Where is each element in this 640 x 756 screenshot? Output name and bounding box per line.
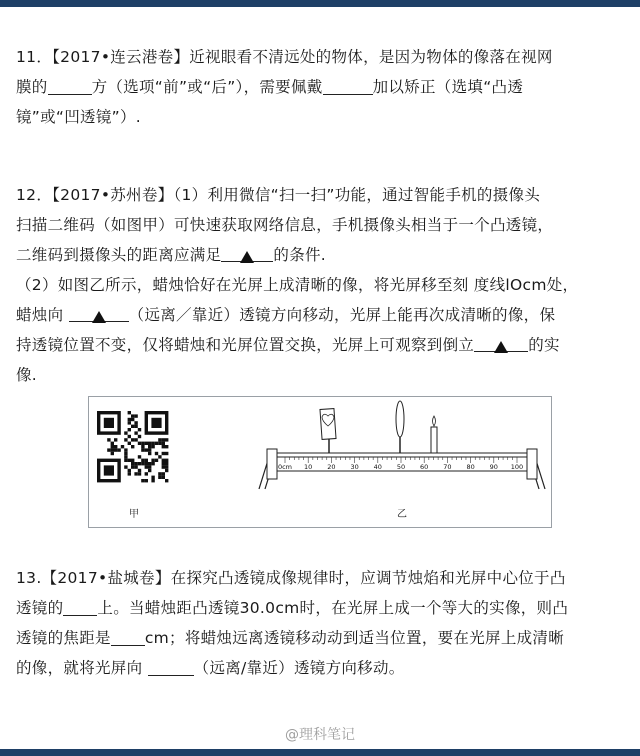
q12-line-5: 蜡烛向 （远离／靠近）透镜方向移动，光屏上能再次成清晰的像，保 <box>16 300 626 330</box>
q12-line-2: 扫描二维码（如图甲）可快速获取网络信息，手机摄像头相当于一个凸透镜， <box>16 216 554 234</box>
ruler-label: 100 <box>510 463 524 471</box>
triangle-marker-icon <box>494 341 508 353</box>
q11-line-3: 镜”或“凹透镜”）. <box>16 108 142 126</box>
triangle-marker-icon <box>240 251 254 263</box>
q12-blank-2 <box>69 303 129 322</box>
ruler-label: 90 <box>489 463 498 471</box>
question-12 <box>16 180 626 390</box>
ruler-label: 30 <box>350 463 359 471</box>
figure-drawing <box>89 397 551 527</box>
q13-line-4: 的像，就将光屏向 （远离/靠近）透镜方向移动。 <box>16 659 405 677</box>
q12-blank-1 <box>221 243 273 262</box>
q11-blank-2 <box>323 76 373 95</box>
q13-blank-3 <box>148 657 194 676</box>
q12-line-7: 像. <box>16 366 38 384</box>
q11-blank-1 <box>48 76 92 95</box>
question-13 <box>16 563 626 683</box>
q13-line-1: 13.【2017•盐城卷】在探究凸透镜成像规律时，应调节烛焰和光屏中心位于凸 <box>16 569 566 587</box>
ruler-label: 10 <box>304 463 313 471</box>
watermark-text: @理科笔记 <box>285 727 355 743</box>
ruler-label: 70 <box>443 463 452 471</box>
ruler-label: 80 <box>466 463 475 471</box>
q12-line-1: 12．【2017•苏州卷】（1）利用微信“扫一扫”功能，通过智能手机的摄像头 <box>16 186 541 204</box>
candle <box>431 416 437 453</box>
q13-line-3: 透镜的焦距是 cm；将蜡烛远离透镜移动动到适当位置，要在光屏上成清晰 <box>16 629 565 647</box>
top-border-bar <box>0 0 640 7</box>
figure-qr-and-optical-bench <box>88 396 552 528</box>
bottom-border-bar <box>0 749 640 756</box>
q12-blank-3 <box>474 333 528 352</box>
qr-code-image <box>95 409 169 489</box>
ruler-label: 20 <box>327 463 336 471</box>
ruler-label: 0cm <box>277 463 293 471</box>
ruler-label: 60 <box>420 463 429 471</box>
light-screen <box>320 409 336 453</box>
q13-blank-2 <box>111 627 145 646</box>
question-11 <box>16 42 626 132</box>
triangle-marker-icon <box>92 311 106 323</box>
q11-line-1: 11．【2017•连云港卷】近视眼看不清远处的物体，是因为物体的像落在视网 <box>16 48 553 66</box>
figure-label-yi: 乙 <box>397 509 407 520</box>
q12-line-6: 持透镜位置不变，仅将蜡烛和光屏位置交换，光屏上可观察到倒立 的实 <box>16 330 626 360</box>
q12-line-3: 二维码到摄像头的距离应满足 的条件. <box>16 240 626 270</box>
q11-line-2: 膜的 方（选项“前”或“后”），需要佩戴 加以矫正（选填“凸透 <box>16 78 524 96</box>
q13-line-2: 透镜的 上。当蜡烛距凸透镜30.0cm时，在光屏上成一个等大的实像，则凸 <box>16 599 569 617</box>
ruler-label: 40 <box>373 463 382 471</box>
figure-label-jia: 甲 <box>129 509 139 520</box>
ruler-label: 50 <box>396 463 406 471</box>
convex-lens <box>396 401 404 453</box>
q13-blank-1 <box>63 597 97 616</box>
q12-line-4: （2）如图乙所示，蜡烛恰好在光屏上成清晰的像，将光屏移至刻 度线lOcm处， <box>16 276 579 294</box>
